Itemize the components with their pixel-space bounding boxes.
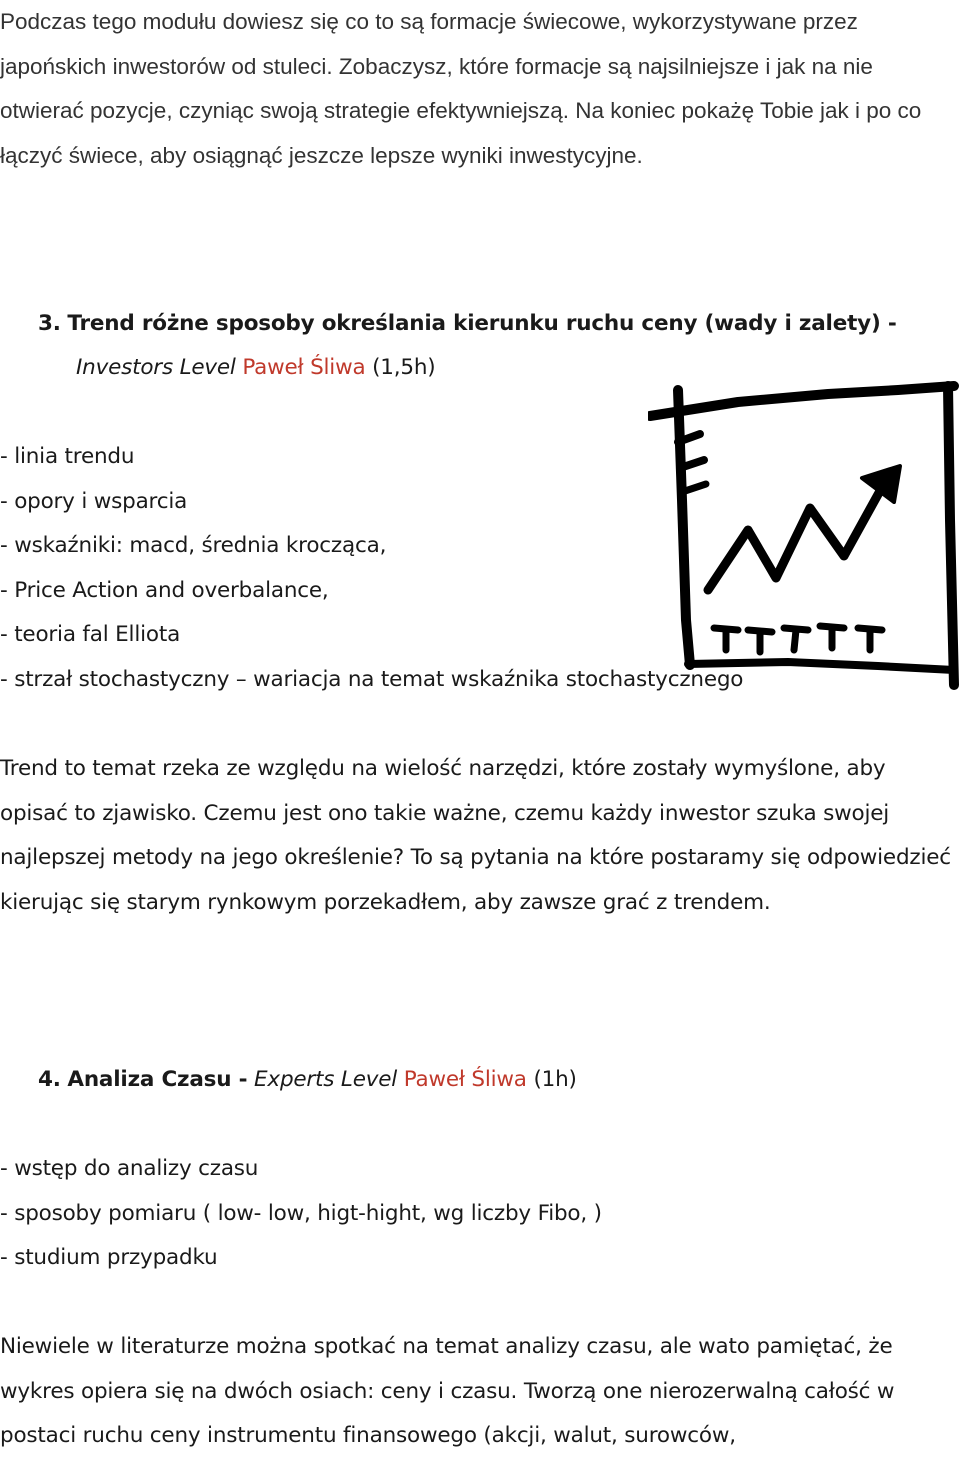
section-3-duration: (1,5h) xyxy=(372,355,436,380)
section-4-number: 4. xyxy=(38,1067,61,1092)
section-4-author: Paweł Śliwa xyxy=(403,1067,527,1092)
trend-chart-icon xyxy=(648,380,960,690)
section-4-heading xyxy=(38,1067,577,1092)
section-4-paragraph: Niewiele w literaturze można spotkać na temat analizy czasu, ale wato pamiętać, że wykres opiera się na dwóch osiach: ceny i czasu. Tworzą one nierozerwalną całość w postaci ruchu ceny instrumentu finansowego (akcji, walut, surowców, xyxy=(0,1334,895,1448)
section-3-item: - linia trendu xyxy=(0,444,135,469)
section-3-item: - strzał stochastyczny – wariacja na temat wskaźnika stochastycznego xyxy=(0,667,744,692)
section-3-item: - teoria fal Elliota xyxy=(0,622,181,647)
section-4-item: - studium przypadku xyxy=(0,1245,218,1270)
section-3-author: Paweł Śliwa xyxy=(242,355,366,380)
section-4-item: - sposoby pomiaru ( low- low, higt-hight, wg liczby Fibo, ) xyxy=(0,1201,602,1226)
section-3-paragraph: Trend to temat rzeka ze względu na wielość narzędzi, które zostały wymyślone, aby opisać to zjawisko. Czemu jest ono takie ważne, czemu każdy inwestor szuka swojej najlepszej metody na jego określenie? To są pytania na które postaramy się odpowiedzieć kierując się starym rynkowym porzekadłem, aby zawsze grać z trendem. xyxy=(0,756,951,915)
section-3-item: - wskaźniki: macd, średnia krocząca, xyxy=(0,533,387,558)
section-4-duration: (1h) xyxy=(533,1067,577,1092)
section-3-title: Trend różne sposoby określania kierunku ruchu ceny (wady i zalety) - xyxy=(67,311,897,336)
section-3-subheading xyxy=(76,355,436,380)
section-4-title: Analiza Czasu - xyxy=(67,1067,248,1092)
section-3-item: - opory i wsparcia xyxy=(0,489,188,514)
section-3-level: Investors Level xyxy=(76,355,236,380)
intro-paragraph: Podczas tego modułu dowiesz się co to są formacje świecowe, wykorzystywane przez japońskich inwestorów od stuleci. Zobaczysz, które formacje są najsilniejsze i jak na nie otwierać pozycje, czyniąc swoją strategie efektywniejszą. Na koniec pokażę Tobie jak i po co łączyć świece, aby osiągnąć jeszcze lepsze wyniki inwestycyjne. xyxy=(0,9,922,168)
section-4-level: Experts Level xyxy=(254,1067,398,1092)
section-3-heading xyxy=(38,311,897,336)
section-3-item: - Price Action and overbalance, xyxy=(0,578,329,603)
section-3-number: 3. xyxy=(38,311,61,336)
section-4-item: - wstęp do analizy czasu xyxy=(0,1156,259,1181)
